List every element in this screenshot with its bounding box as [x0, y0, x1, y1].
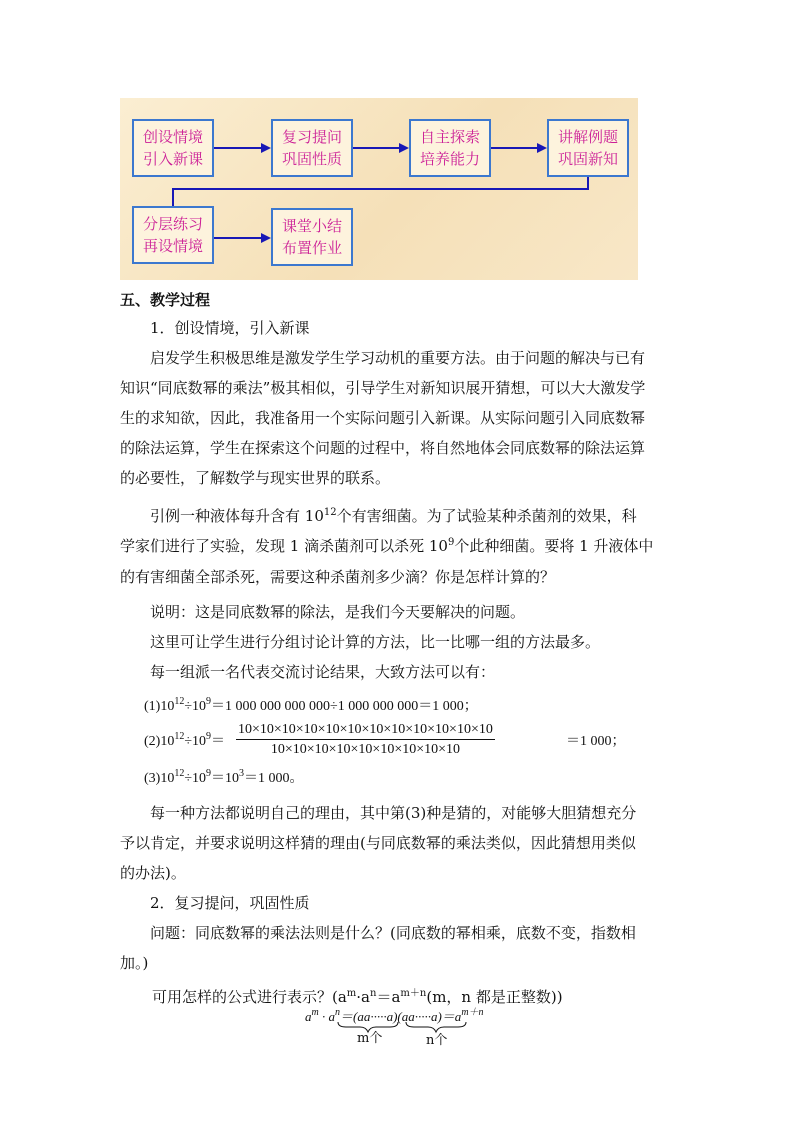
math-text: ÷10: [184, 771, 207, 786]
exponent: 12: [174, 696, 185, 707]
method-1: [144, 695, 478, 715]
exponent: m＋n: [461, 1007, 484, 1018]
flow-arrow-line: [353, 147, 400, 149]
exponent: n: [334, 1007, 340, 1018]
math-text: ＝: [211, 734, 226, 749]
exponent: m: [311, 1007, 319, 1018]
fraction-denominator: 10×10×10×10×10×10×10×10×10: [270, 742, 461, 757]
example-text: 一种液体每升含有 10: [180, 507, 324, 525]
section-heading: 五、教学过程: [120, 291, 211, 309]
exponent: 9: [206, 696, 212, 707]
exponent: 3: [239, 768, 245, 779]
math-text: (2)10: [144, 734, 175, 749]
math-text: ＝10: [211, 771, 240, 786]
flow-node-line: 分层练习: [142, 215, 203, 233]
paragraph-line: 每一种方法都说明自己的理由，其中第(3)种是猜的，对能够大胆猜想充分: [150, 804, 637, 822]
paragraph-line: 这里可让学生进行分组讨论计算的方法，比一比哪一组的方法最多。: [150, 633, 601, 651]
teaching-flowchart: [120, 98, 638, 280]
underbrace-graphic: [330, 1020, 470, 1034]
step-title: 1．创设情境，引入新课: [150, 319, 310, 337]
math-text: (3)10: [144, 771, 175, 786]
flow-node-line: 复习提问: [281, 128, 342, 146]
flow-arrow-head: [537, 143, 547, 153]
formula-text: ＝a: [376, 988, 401, 1006]
paragraph-line: 生的求知欲，因此，我准备用一个实际问题引入新课。从实际问题引入同底数幂: [120, 409, 646, 427]
formula-text: 可用怎样的公式进行表示？(a: [152, 988, 347, 1006]
flow-node-line: 巩固性质: [281, 150, 342, 168]
flow-node-example: [547, 119, 629, 177]
flow-arrow-head: [261, 143, 271, 153]
flow-node-line: 巩固新知: [557, 150, 618, 168]
flow-node-line: 布置作业: [281, 239, 342, 257]
exponent: 12: [174, 768, 185, 779]
formula-text: · a: [318, 1009, 335, 1024]
flow-arrow-line: [214, 147, 262, 149]
formula-text: ·a: [356, 988, 370, 1006]
paragraph-line: 启发学生积极思维是激发学生学习动机的重要方法。由于问题的解决与已有: [150, 349, 646, 367]
method-2-lhs: [144, 730, 225, 750]
formula-intro: [152, 986, 563, 1008]
flow-node-line: 讲解例题: [557, 128, 618, 146]
flow-node-explore: [409, 119, 491, 177]
flow-node-line: 自主探索: [419, 128, 480, 146]
example-text: 个此种细菌。要将 1 升液体中: [454, 537, 654, 555]
exponent: m＋n: [400, 988, 427, 999]
step-title: 2．复习提问，巩固性质: [150, 894, 310, 912]
fraction-numerator: 10×10×10×10×10×10×10×10×10×10×10×10: [236, 722, 495, 740]
paragraph-line: 的办法)。: [120, 864, 186, 882]
exponent: 9: [206, 731, 212, 742]
formula-text: a: [305, 1009, 312, 1024]
example-text: 个有害细菌。为了试验某种杀菌剂的效果，科: [336, 507, 637, 525]
flow-arrow-line: [491, 147, 538, 149]
question-line: 问题：同底数幂的乘法法则是什么？(同底数的幂相乘，底数不变，指数相: [150, 924, 636, 942]
flow-arrow-head: [261, 233, 271, 243]
note-line: 说明：这是同底数幂的除法，是我们今天要解决的问题。: [150, 603, 526, 621]
paragraph-line: 予以肯定，并要求说明这样猜的理由(与同底数幂的乘法类似，因此猜想用类似: [120, 834, 636, 852]
paragraph-line: 知识“同底数幂的乘法”极其相似，引导学生对新知识展开猜想，可以大大激发学: [120, 379, 646, 397]
math-text: ＝1 000 000 000 000÷1 000 000 000＝1 000；: [211, 699, 478, 714]
flow-connector: [172, 188, 589, 190]
flow-node-line: 创设情境: [142, 128, 203, 146]
flow-arrow-head: [399, 143, 409, 153]
method-3: [144, 767, 304, 787]
math-text: ÷10: [184, 699, 207, 714]
question-line: 加。): [120, 954, 149, 972]
paragraph-line: 的除法运算，学生在探索这个问题的过程中，将自然地体会同底数幂的除法运算: [120, 439, 646, 457]
flow-node-summary: [271, 208, 353, 266]
exponent: 9: [447, 537, 455, 548]
paragraph-line: 每一组派一名代表交流讨论结果，大致方法可以有：: [150, 663, 496, 681]
exponent: n: [370, 988, 377, 999]
underbrace-label-n: n个: [426, 1033, 448, 1048]
flow-node-line: 引入新课: [142, 150, 203, 168]
flow-node-line: 课堂小结: [281, 217, 342, 235]
flow-node-intro: [132, 119, 214, 177]
example-line: [150, 505, 637, 527]
flow-arrow-line: [214, 237, 262, 239]
example-line: [120, 535, 653, 557]
exponent: 12: [174, 731, 185, 742]
math-text: ＝1 000。: [244, 771, 304, 786]
flow-node-line: 再设情境: [142, 237, 203, 255]
flow-node-line: 培养能力: [419, 150, 480, 168]
example-text: 学家们进行了实验，发现 1 滴杀菌剂可以杀死 10: [120, 537, 448, 555]
formula-text: (m，n 都是正整数)): [426, 988, 563, 1006]
underbrace-label-m: m个: [357, 1031, 383, 1046]
math-text: (1)10: [144, 699, 175, 714]
formula-text: ＝(aa·····a)(aa·····a)＝a: [339, 1009, 462, 1024]
exponent: m: [346, 988, 357, 999]
flow-node-practice: [132, 206, 214, 264]
flow-connector: [172, 188, 174, 206]
method-2-fraction: [236, 722, 495, 758]
method-2-rhs: ＝1 000；: [566, 734, 626, 749]
flow-node-review: [271, 119, 353, 177]
example-label: 引例: [150, 507, 181, 525]
exponent: 12: [323, 507, 337, 518]
math-text: ÷10: [184, 734, 207, 749]
example-line: 的有害细菌全部杀死，需要这种杀菌剂多少滴？你是怎样计算的？: [120, 568, 556, 586]
exponent: 9: [206, 768, 212, 779]
paragraph-line: 的必要性，了解数学与现实世界的联系。: [120, 469, 391, 487]
